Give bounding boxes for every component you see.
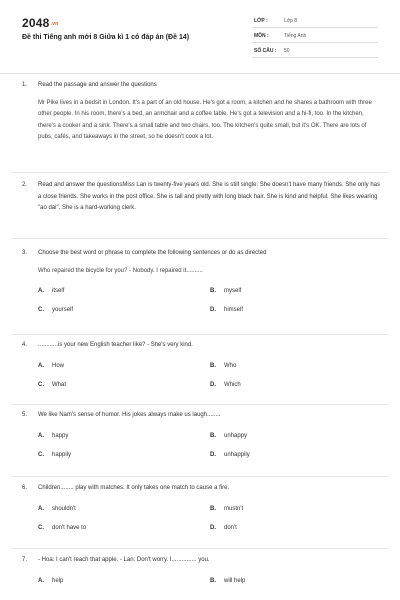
option-text: yourself — [52, 307, 74, 314]
question-stem: ............is your new English teacher like? - She's very kind. — [38, 342, 193, 348]
question-3 — [22, 248, 382, 326]
question-stem: Read the passage and answer the questions — [38, 82, 157, 88]
answer-options — [38, 361, 382, 401]
divider — [12, 238, 388, 239]
option-text: How — [52, 362, 65, 369]
option-text: happy — [52, 432, 69, 439]
option-a[interactable] — [38, 431, 68, 443]
option-letter: A. — [38, 505, 44, 512]
divider — [12, 172, 388, 173]
reading-passage: Mr Pike lives in a bedsit in London. It's a part of an old house. He's got a room, a kitchen and he shares a bathroom with three other people. In his room, there's a bed, an armchair and a coffee table. He's got a television and a hi-fi, too. In the kitchen, there's a cooker and a sink. There's a small table and two chairs, too. The kitchen's quite small, but it's OK. There are lots of pubs, cafés, and takeaways in the street, so he doesn't cook a lot. — [38, 99, 372, 141]
option-text: happily — [52, 451, 72, 458]
option-text: unhappily — [224, 451, 250, 458]
option-text: help — [52, 577, 64, 584]
question-1 — [22, 80, 382, 144]
meta-value: Lớp 8 — [284, 18, 298, 24]
answer-options — [38, 286, 382, 326]
divider — [12, 548, 388, 549]
option-letter: B. — [210, 577, 216, 584]
answer-options — [38, 576, 382, 596]
answer-options — [38, 504, 382, 544]
meta-value: 50 — [284, 48, 290, 54]
question-6 — [22, 483, 382, 544]
option-a[interactable] — [38, 361, 64, 373]
option-text: unhappy — [224, 432, 248, 439]
option-letter: C. — [38, 451, 44, 458]
meta-key: SỐ CÂU : — [254, 48, 277, 54]
option-letter: D. — [210, 524, 216, 531]
meta-row-subject — [252, 29, 378, 43]
question-number: 4. — [22, 342, 28, 348]
option-c[interactable] — [38, 523, 86, 535]
option-c[interactable] — [38, 380, 66, 392]
question-number: 6. — [22, 485, 28, 491]
option-text: shouldn't — [52, 505, 76, 512]
option-b[interactable] — [210, 431, 247, 443]
question-number: 3. — [22, 250, 28, 256]
question-number: 5. — [22, 412, 28, 418]
question-number: 2. — [22, 182, 28, 188]
option-text: What — [52, 381, 67, 388]
option-letter: B. — [210, 362, 216, 369]
option-letter: D. — [210, 307, 216, 314]
option-letter: D. — [210, 451, 216, 458]
option-letter: C. — [38, 381, 44, 388]
meta-row-count — [252, 44, 378, 58]
divider — [12, 334, 388, 335]
answer-options — [38, 431, 382, 471]
option-text: don't — [224, 524, 237, 531]
option-letter: C. — [38, 307, 44, 314]
option-text: don't have to — [52, 524, 87, 531]
option-text: mustn't — [224, 505, 244, 512]
option-c[interactable] — [38, 305, 73, 317]
option-letter: B. — [210, 432, 216, 439]
question-sub-stem: Who repaired the bicycle for you? - Nobody. I repaired it.......... — [38, 267, 203, 274]
option-c[interactable] — [38, 450, 71, 462]
option-a[interactable] — [38, 286, 64, 298]
question-7 — [22, 555, 382, 596]
option-d[interactable] — [210, 523, 237, 535]
option-letter: A. — [38, 362, 44, 369]
option-a[interactable] — [38, 504, 76, 516]
logo-suffix-text: .vn — [50, 20, 59, 27]
logo-main-text: 2048 — [22, 16, 50, 30]
option-a[interactable] — [38, 576, 63, 588]
option-d[interactable] — [210, 450, 250, 462]
question-number: 1. — [22, 82, 28, 88]
meta-value: Tiếng Anh — [284, 33, 307, 39]
option-d[interactable] — [210, 380, 241, 392]
option-letter: A. — [38, 432, 44, 439]
option-text: itself — [52, 288, 65, 295]
option-b[interactable] — [210, 286, 241, 298]
option-letter: D. — [210, 381, 216, 388]
question-stem: Read and answer the questionsMiss Lan is twenty-five years old. She is still single. She doesn't have many friends. She only has a close friends. She works in the post office. She is tall and pretty with long black hair. She is kind and helpful. She likes wearing "ao dai". She is a hard-working clerk. — [38, 182, 380, 212]
meta-key: LỚP : — [254, 18, 268, 24]
site-logo[interactable] — [22, 16, 58, 30]
option-d[interactable] — [210, 305, 243, 317]
option-letter: A. — [38, 288, 44, 295]
option-b[interactable] — [210, 361, 236, 373]
option-text: will help — [224, 577, 246, 584]
question-stem: - Hoa: I can't reach that apple. - Lan: Don't worry. I............... you. — [38, 557, 210, 563]
option-text: myself — [224, 288, 242, 295]
option-b[interactable] — [210, 576, 245, 588]
meta-row-class — [252, 14, 378, 28]
page-header — [0, 0, 400, 74]
option-text: himself — [224, 307, 244, 314]
option-letter: C. — [38, 524, 44, 531]
divider — [12, 404, 388, 405]
question-5 — [22, 410, 382, 471]
option-letter: A. — [38, 577, 44, 584]
divider — [12, 476, 388, 477]
meta-key: MÔN : — [254, 33, 269, 39]
option-letter: B. — [210, 505, 216, 512]
question-2 — [22, 180, 382, 215]
question-4 — [22, 340, 382, 401]
question-stem: We like Nam's sense of humor. His jokes always make us laugh........ — [38, 412, 221, 418]
option-letter: B. — [210, 288, 216, 295]
document-title: Đề thi Tiếng anh mới 8 Giữa kì 1 có đáp án (Đề 14) — [22, 34, 190, 41]
question-stem: Children........ play with matches. It only takes one match to cause a fire. — [38, 485, 230, 491]
option-b[interactable] — [210, 504, 243, 516]
option-text: Who — [224, 362, 237, 369]
question-stem: Choose the best word or phrase to complete the following sentences or do as directed — [38, 250, 267, 256]
option-text: Which — [224, 381, 241, 388]
question-number: 7. — [22, 557, 28, 563]
